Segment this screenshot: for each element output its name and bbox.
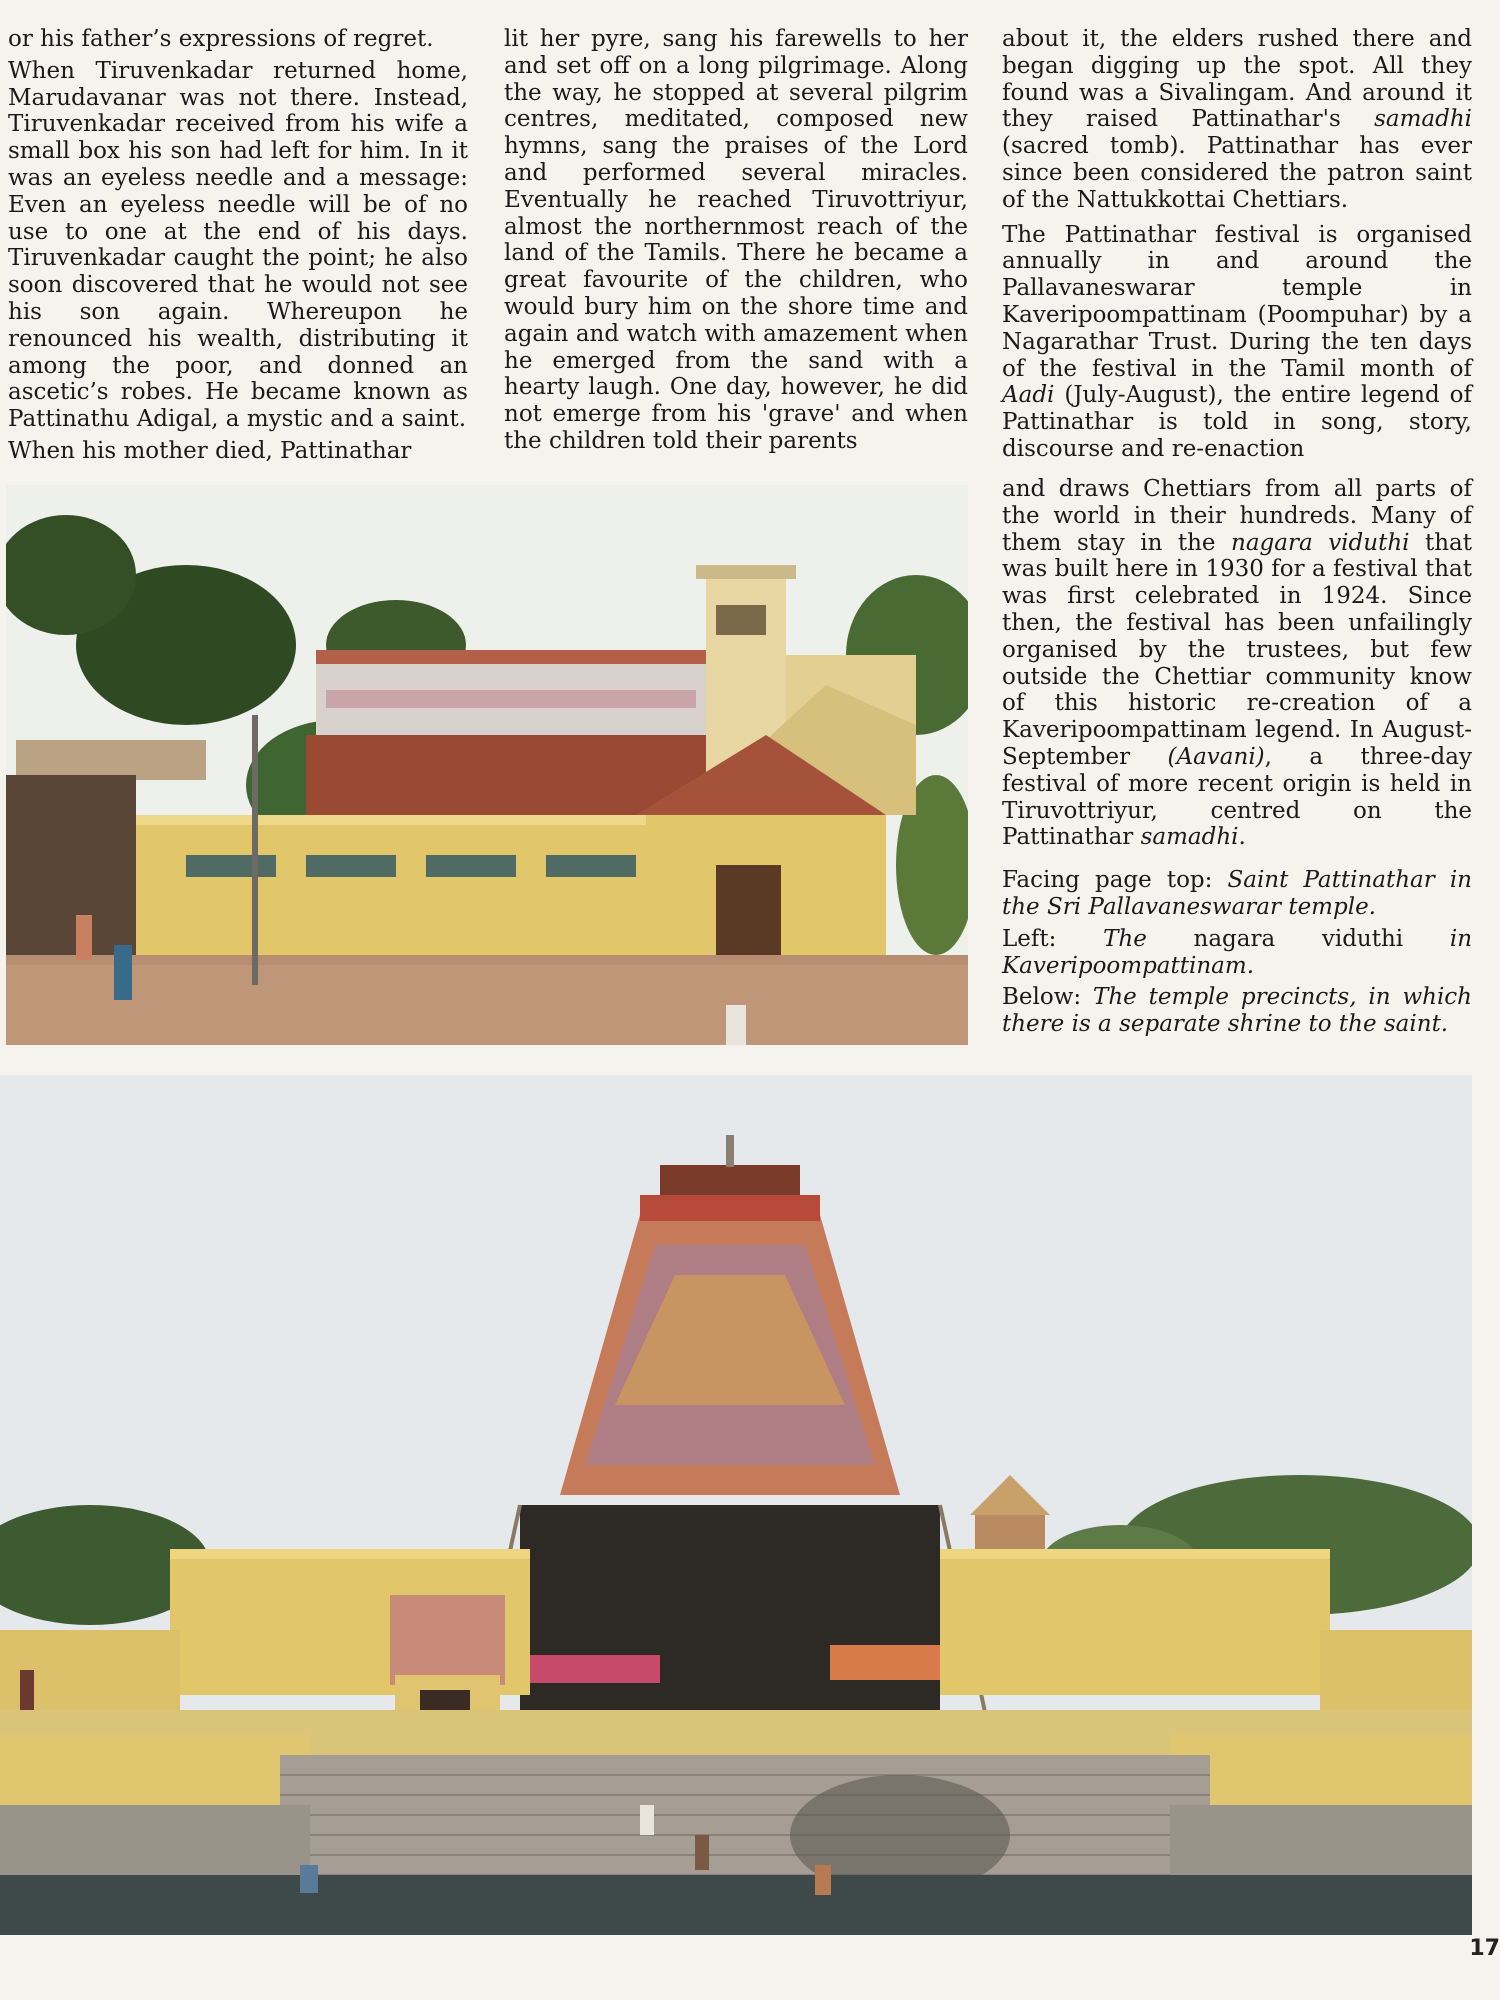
text-column-1 — [8, 26, 468, 470]
paragraph: about it, the elders rushed there and began digging up the spot. All they found was a Sivalingam. And around it they raised Pattinathar's samadhi (sacred tomb). Pattinathar has ever since been considered the patron saint of the Nattukkottai Chettiars. — [1002, 26, 1472, 213]
text-column-3 — [1002, 26, 1472, 468]
caption-left: Left: The nagara viduthi in Kaveripoompattinam. — [1002, 925, 1473, 979]
caption-below: Below: The temple precincts, in which there is a separate shrine to the saint. — [1002, 984, 1472, 1038]
photo-temple-precincts — [0, 1075, 1472, 1935]
photo-captions — [1002, 867, 1472, 1038]
paragraph: and draws Chettiars from all parts of the world in their hundreds. Many of them stay in the nagara viduthi that was built here in 1930 for a festival that was first celebrated in 1924. Since then, the festival has been unfailingly organised by the trustees, but few outside the Chettiar community know of this historic re-creation of a Kaveripoompattinam legend. In August-September (Aavani), a three-day festival of more recent origin is held in Tiruvottriyur, centred on the Pattinathar samadhi. — [1002, 476, 1473, 851]
caption-facing-page: Facing page top: Saint Pattinathar in the Sri Pallavaneswarar temple. — [1002, 867, 1472, 920]
photo-nagara-viduthi — [6, 485, 968, 1045]
text-column-3-continued — [1002, 476, 1472, 1043]
paragraph: or his father’s expressions of regret. — [8, 26, 434, 52]
text-column-2 — [504, 26, 968, 460]
page-number: 17 — [1469, 1936, 1500, 1961]
paragraph: The Pattinathar festival is organised annually in and around the Pallavaneswarar temple in Kaveripoompattinam (Poompuhar) by a Nagarathar Trust. During the ten days of the festival in the Tamil month of Aadi (July-August), the entire legend of Pattinathar is told in song, story, discourse and re-enaction — [1002, 221, 1472, 462]
paragraph: lit her pyre, sang his farewells to her and set off on a long pilgrimage. Along the way, he stopped at several pilgrim centres, meditated, composed new hymns, sang the praises of the Lord and performed several miracles. Eventually he reached Tiruvottriyur, almost the northernmost reach of the land of the Tamils. There he became a great favourite of the children, who would bury him on the shore time and again and watch with amazement when he emerged from the sand with a hearty laugh. One day, however, he did not emerge from his 'grave' and when the children told their parents — [504, 26, 968, 454]
paragraph: When his mother died, Pattinathar — [8, 437, 412, 464]
paragraph: When Tiruvenkadar returned home, Marudavanar was not there. Instead, Tiruvenkadar received from his wife a small box his son had left for him. In it was an eyeless needle and a message: Even an eyeless needle will be of no use to one at the end of his days. Tiruvenkadar caught the point; he also soon discovered that he would not see his son again. Whereupon he renounced his wealth, distributing it among the poor, and donned an ascetic’s robes. He became known as Pattinathu Adigal, a mystic and a saint. — [8, 57, 468, 433]
